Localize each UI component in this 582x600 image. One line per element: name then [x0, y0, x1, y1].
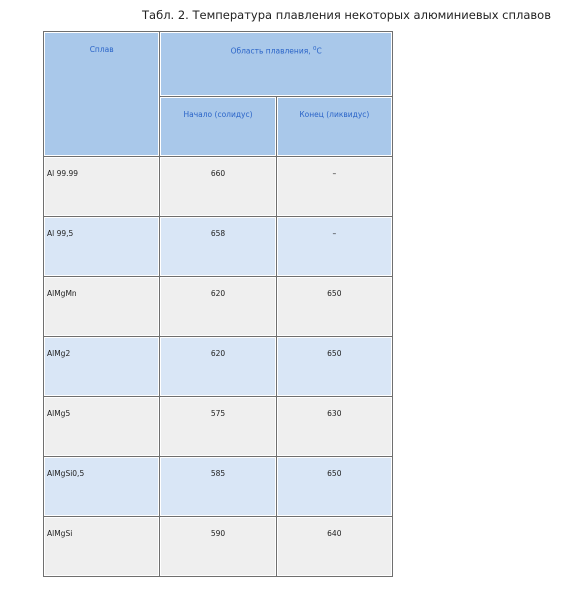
header-unit: C	[316, 46, 322, 56]
solidus-cell: 620	[160, 277, 275, 336]
header-alloy: Сплав	[44, 32, 159, 156]
liquidus-cell: 650	[277, 337, 392, 396]
solidus-cell: 620	[160, 337, 275, 396]
table-row	[44, 337, 392, 396]
solidus-cell: 660	[160, 157, 275, 216]
liquidus-cell: 650	[277, 277, 392, 336]
liquidus-cell: 650	[277, 457, 392, 516]
alloy-cell: Al 99,5	[44, 217, 159, 276]
alloy-cell: AlMgSi	[44, 517, 159, 576]
table-caption: Табл. 2. Температура плавления некоторых алюминиевых сплавов	[142, 8, 551, 22]
header-melting-range-label: Область плавления,	[230, 46, 313, 56]
alloy-cell: AlMg5	[44, 397, 159, 456]
header-end-liquidus: Конец (ликвидус)	[277, 97, 392, 156]
header-melting-range	[160, 32, 392, 96]
alloy-cell: AlMgSi0,5	[44, 457, 159, 516]
alloy-cell: Al 99.99	[44, 157, 159, 216]
liquidus-cell: 630	[277, 397, 392, 456]
table-row	[44, 157, 392, 216]
alloy-cell: AlMgMn	[44, 277, 159, 336]
solidus-cell: 575	[160, 397, 275, 456]
liquidus-cell: –	[277, 157, 392, 216]
solidus-cell: 585	[160, 457, 275, 516]
solidus-cell: 658	[160, 217, 275, 276]
table-row	[44, 277, 392, 336]
header-start-solidus: Начало (солидус)	[160, 97, 275, 156]
liquidus-cell: 640	[277, 517, 392, 576]
table-row	[44, 217, 392, 276]
melting-temperature-table	[43, 31, 393, 577]
table-row	[44, 397, 392, 456]
table-row	[44, 457, 392, 516]
table-row	[44, 517, 392, 576]
solidus-cell: 590	[160, 517, 275, 576]
liquidus-cell: –	[277, 217, 392, 276]
alloy-cell: AlMg2	[44, 337, 159, 396]
header-degree-sup: 0	[312, 46, 317, 52]
